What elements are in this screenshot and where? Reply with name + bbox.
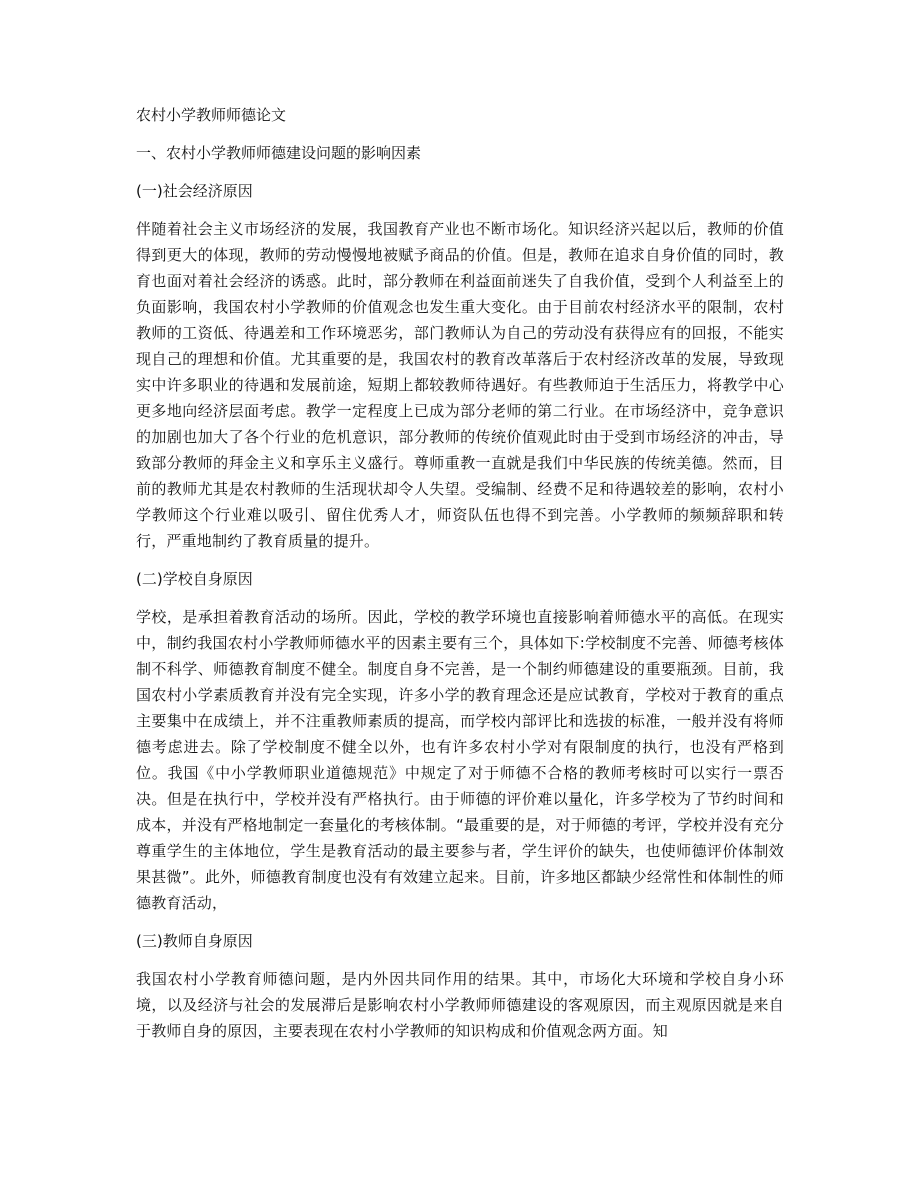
section-heading: 一、农村小学教师师德建设问题的影响因素 bbox=[136, 144, 422, 162]
document-body bbox=[136, 102, 784, 1056]
subsection-heading-school: (二)学校自身原因 bbox=[136, 570, 253, 588]
paragraph-school: 学校，是承担着教育活动的场所。因此，学校的教学环境也直接影响着师德水平的高低。在现实中，制约我国农村小学教师师德水平的因素主要有三个，具体如下:学校制度不完善、师德考核体制不科学、师德教育制度不健全。制度自身不完善，是一个制约师德建设的重要瓶颈。目前，我国农村小学素质教育并没有完全实现，许多小学的教育理念还是应试教育，学校对于教育的重点主要集中在成绩上，并不注重教师素质的提高，而学校内部评比和选拔的标准，一般并没有将师德考虑进去。除了学校制度不健全以外，也有许多农村小学对有限制度的执行，也没有严格到位。我国《中小学教师职业道德规范》中规定了对于师德不合格的教师考核时可以实行一票否决。但是在执行中，学校并没有严格执行。由于师德的评价难以量化，许多学校为了节约时间和成本，并没有严格地制定一套量化的考核体制。“最重要的是，对于师德的考评，学校并没有充分尊重学生的主体地位，学生是教育活动的最主要参与者，学生评价的缺失，也使师德评价体制效果甚微”。此外，师德教育制度也没有有效建立起来。目前，许多地区都缺少经常性和体制性的师德教育活动， bbox=[136, 608, 784, 912]
paragraph-teacher: 我国农村小学教育师德问题，是内外因共同作用的结果。其中，市场化大环境和学校自身小环境，以及经济与社会的发展滞后是影响农村小学教师师德建设的客观原因，而主观原因就是来自于教师自身的原因，主要表现在农村小学教师的知识构成和价值观念两方面。知 bbox=[136, 970, 784, 1040]
document-title: 农村小学教师师德论文 bbox=[136, 106, 287, 124]
paragraph-social-economic: 伴随着社会主义市场经济的发展，我国教育产业也不断市场化。知识经济兴起以后，教师的价值得到更大的体现，教师的劳动慢慢地被赋予商品的价值。但是，教师在追求自身价值的同时，教育也面对着社会经济的诱惑。此时，部分教师在利益面前迷失了自我价值，受到个人利益至上的负面影响，我国农村小学教师的价值观念也发生重大变化。由于目前农村经济水平的限制，农村教师的工资低、待遇差和工作环境恶劣，部门教师认为自己的劳动没有获得应有的回报，不能实现自己的理想和价值。尤其重要的是，我国农村的教育改革落后于农村经济改革的发展，导致现实中许多职业的待遇和发展前途，短期上都较教师待遇好。有些教师迫于生活压力，将教学中心更多地向经济层面考虑。教学一定程度上已成为部分老师的第二行业。在市场经济中，竞争意识的加剧也加大了各个行业的危机意识，部分教师的传统价值观此时由于受到市场经济的冲击，导致部分教师的拜金主义和享乐主义盛行。尊师重教一直就是我们中华民族的传统美德。然而，目前的教师尤其是农村教师的生活现状却令人失望。受编制、经费不足和待遇较差的影响，农村小学教师这个行业难以吸引、留住优秀人才，师资队伍也得不到完善。小学教师的频频辞职和转行，严重地制约了教育质量的提升。 bbox=[136, 220, 784, 550]
subsection-heading-social-economic: (一)社会经济原因 bbox=[136, 182, 253, 200]
subsection-heading-teacher: (三)教师自身原因 bbox=[136, 932, 253, 950]
